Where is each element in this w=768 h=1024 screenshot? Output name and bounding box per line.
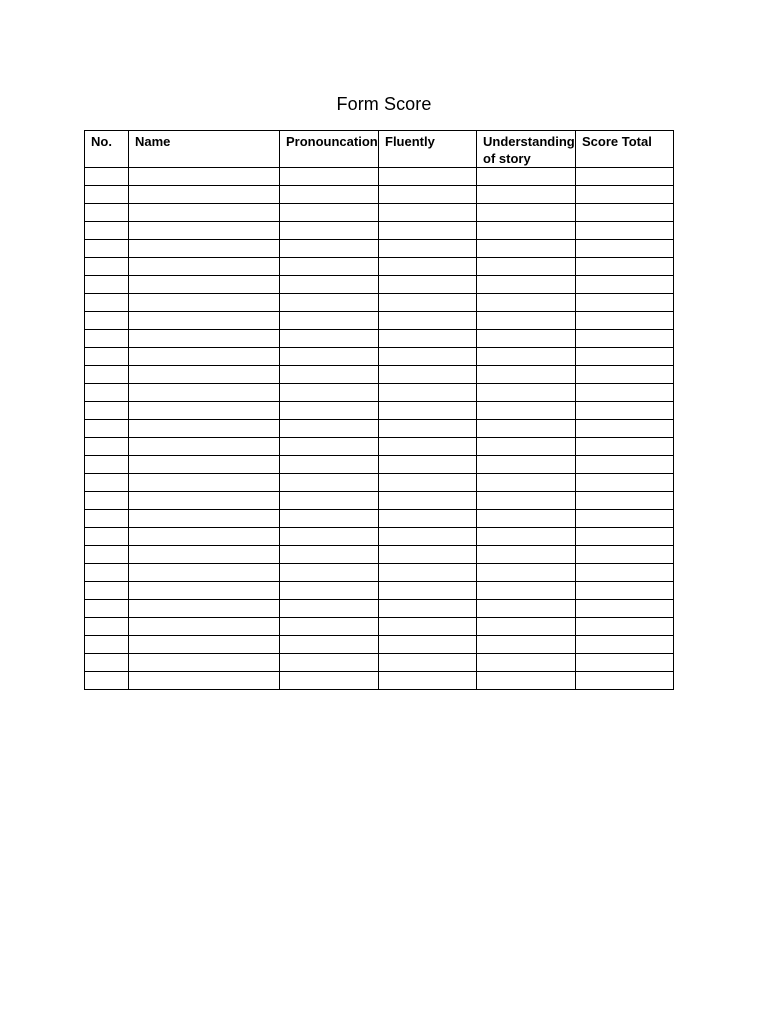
table-row <box>85 186 674 204</box>
cell-fluently <box>379 366 477 384</box>
cell-pronouncation <box>280 492 379 510</box>
table-row <box>85 474 674 492</box>
cell-fluently <box>379 258 477 276</box>
cell-fluently <box>379 582 477 600</box>
cell-understanding-of-story <box>477 654 576 672</box>
cell-score-total <box>576 240 674 258</box>
cell-name <box>129 456 280 474</box>
cell-fluently <box>379 294 477 312</box>
cell-understanding-of-story <box>477 546 576 564</box>
cell-pronouncation <box>280 258 379 276</box>
table-row <box>85 168 674 186</box>
cell-fluently <box>379 402 477 420</box>
cell-name <box>129 330 280 348</box>
cell-score-total <box>576 672 674 690</box>
table-row <box>85 420 674 438</box>
cell-name <box>129 492 280 510</box>
cell-no <box>85 366 129 384</box>
cell-score-total <box>576 456 674 474</box>
cell-pronouncation <box>280 348 379 366</box>
cell-fluently <box>379 672 477 690</box>
cell-pronouncation <box>280 420 379 438</box>
cell-no <box>85 600 129 618</box>
cell-no <box>85 474 129 492</box>
cell-understanding-of-story <box>477 510 576 528</box>
cell-pronouncation <box>280 600 379 618</box>
cell-pronouncation <box>280 366 379 384</box>
cell-score-total <box>576 294 674 312</box>
header-no: No. <box>85 131 129 168</box>
cell-fluently <box>379 186 477 204</box>
table-row <box>85 276 674 294</box>
cell-no <box>85 204 129 222</box>
table-row <box>85 330 674 348</box>
cell-understanding-of-story <box>477 600 576 618</box>
cell-fluently <box>379 168 477 186</box>
cell-no <box>85 492 129 510</box>
cell-name <box>129 474 280 492</box>
cell-pronouncation <box>280 240 379 258</box>
cell-score-total <box>576 564 674 582</box>
cell-fluently <box>379 420 477 438</box>
cell-pronouncation <box>280 546 379 564</box>
cell-pronouncation <box>280 402 379 420</box>
cell-score-total <box>576 600 674 618</box>
cell-no <box>85 546 129 564</box>
cell-name <box>129 384 280 402</box>
cell-score-total <box>576 186 674 204</box>
cell-pronouncation <box>280 654 379 672</box>
table-header-row <box>85 131 674 168</box>
cell-pronouncation <box>280 618 379 636</box>
cell-name <box>129 546 280 564</box>
cell-fluently <box>379 474 477 492</box>
cell-name <box>129 420 280 438</box>
cell-score-total <box>576 168 674 186</box>
cell-fluently <box>379 276 477 294</box>
cell-name <box>129 366 280 384</box>
cell-score-total <box>576 510 674 528</box>
cell-understanding-of-story <box>477 204 576 222</box>
cell-name <box>129 168 280 186</box>
cell-name <box>129 258 280 276</box>
cell-no <box>85 420 129 438</box>
cell-understanding-of-story <box>477 366 576 384</box>
cell-score-total <box>576 618 674 636</box>
cell-no <box>85 672 129 690</box>
table-row <box>85 492 674 510</box>
cell-name <box>129 600 280 618</box>
cell-no <box>85 528 129 546</box>
cell-score-total <box>576 474 674 492</box>
cell-fluently <box>379 204 477 222</box>
table-row <box>85 402 674 420</box>
header-fluently: Fluently <box>379 131 477 168</box>
cell-understanding-of-story <box>477 294 576 312</box>
cell-score-total <box>576 276 674 294</box>
cell-understanding-of-story <box>477 312 576 330</box>
table-row <box>85 636 674 654</box>
table-row <box>85 366 674 384</box>
cell-pronouncation <box>280 564 379 582</box>
table-row <box>85 546 674 564</box>
cell-understanding-of-story <box>477 528 576 546</box>
cell-name <box>129 276 280 294</box>
header-pronouncation: Pronouncation <box>280 131 379 168</box>
cell-score-total <box>576 348 674 366</box>
cell-name <box>129 618 280 636</box>
cell-no <box>85 312 129 330</box>
cell-understanding-of-story <box>477 474 576 492</box>
cell-score-total <box>576 366 674 384</box>
cell-fluently <box>379 600 477 618</box>
table-body <box>85 168 674 690</box>
table-row <box>85 456 674 474</box>
table-row <box>85 348 674 366</box>
cell-name <box>129 186 280 204</box>
cell-score-total <box>576 384 674 402</box>
cell-no <box>85 258 129 276</box>
cell-no <box>85 384 129 402</box>
cell-name <box>129 294 280 312</box>
table-row <box>85 312 674 330</box>
cell-score-total <box>576 528 674 546</box>
cell-pronouncation <box>280 276 379 294</box>
cell-understanding-of-story <box>477 168 576 186</box>
cell-no <box>85 456 129 474</box>
cell-pronouncation <box>280 438 379 456</box>
header-understanding-of-story: Understanding of story <box>477 131 576 168</box>
cell-no <box>85 168 129 186</box>
table-row <box>85 528 674 546</box>
cell-pronouncation <box>280 672 379 690</box>
cell-fluently <box>379 618 477 636</box>
cell-understanding-of-story <box>477 402 576 420</box>
cell-fluently <box>379 312 477 330</box>
header-name: Name <box>129 131 280 168</box>
cell-no <box>85 222 129 240</box>
cell-understanding-of-story <box>477 420 576 438</box>
cell-understanding-of-story <box>477 348 576 366</box>
cell-fluently <box>379 456 477 474</box>
cell-no <box>85 618 129 636</box>
table-row <box>85 438 674 456</box>
cell-pronouncation <box>280 528 379 546</box>
cell-no <box>85 240 129 258</box>
table-row <box>85 258 674 276</box>
cell-no <box>85 330 129 348</box>
cell-name <box>129 654 280 672</box>
cell-no <box>85 510 129 528</box>
cell-no <box>85 438 129 456</box>
cell-name <box>129 672 280 690</box>
cell-pronouncation <box>280 294 379 312</box>
cell-pronouncation <box>280 186 379 204</box>
cell-no <box>85 348 129 366</box>
cell-no <box>85 654 129 672</box>
cell-fluently <box>379 222 477 240</box>
cell-fluently <box>379 564 477 582</box>
page-title: Form Score <box>336 94 432 114</box>
cell-score-total <box>576 402 674 420</box>
cell-understanding-of-story <box>477 330 576 348</box>
cell-understanding-of-story <box>477 672 576 690</box>
table-row <box>85 582 674 600</box>
cell-understanding-of-story <box>477 258 576 276</box>
cell-no <box>85 582 129 600</box>
cell-fluently <box>379 528 477 546</box>
cell-pronouncation <box>280 312 379 330</box>
cell-name <box>129 222 280 240</box>
cell-fluently <box>379 492 477 510</box>
cell-understanding-of-story <box>477 636 576 654</box>
cell-score-total <box>576 492 674 510</box>
cell-name <box>129 312 280 330</box>
cell-score-total <box>576 438 674 456</box>
cell-name <box>129 348 280 366</box>
cell-name <box>129 528 280 546</box>
cell-fluently <box>379 348 477 366</box>
cell-score-total <box>576 420 674 438</box>
cell-no <box>85 402 129 420</box>
header-score-total: Score Total <box>576 131 674 168</box>
cell-score-total <box>576 312 674 330</box>
cell-pronouncation <box>280 456 379 474</box>
cell-no <box>85 294 129 312</box>
cell-score-total <box>576 330 674 348</box>
table-row <box>85 222 674 240</box>
cell-understanding-of-story <box>477 384 576 402</box>
cell-no <box>85 186 129 204</box>
cell-name <box>129 438 280 456</box>
cell-score-total <box>576 258 674 276</box>
cell-understanding-of-story <box>477 276 576 294</box>
cell-name <box>129 402 280 420</box>
cell-understanding-of-story <box>477 618 576 636</box>
cell-fluently <box>379 384 477 402</box>
cell-score-total <box>576 636 674 654</box>
cell-understanding-of-story <box>477 492 576 510</box>
cell-understanding-of-story <box>477 456 576 474</box>
table-row <box>85 294 674 312</box>
cell-score-total <box>576 654 674 672</box>
table-row <box>85 204 674 222</box>
cell-fluently <box>379 240 477 258</box>
cell-pronouncation <box>280 168 379 186</box>
cell-fluently <box>379 510 477 528</box>
cell-score-total <box>576 546 674 564</box>
cell-understanding-of-story <box>477 564 576 582</box>
cell-understanding-of-story <box>477 222 576 240</box>
cell-fluently <box>379 636 477 654</box>
cell-pronouncation <box>280 384 379 402</box>
table-row <box>85 618 674 636</box>
table-row <box>85 600 674 618</box>
cell-fluently <box>379 654 477 672</box>
cell-pronouncation <box>280 636 379 654</box>
cell-name <box>129 510 280 528</box>
cell-name <box>129 582 280 600</box>
cell-name <box>129 204 280 222</box>
cell-name <box>129 636 280 654</box>
cell-no <box>85 564 129 582</box>
cell-no <box>85 276 129 294</box>
table-row <box>85 384 674 402</box>
cell-fluently <box>379 546 477 564</box>
cell-no <box>85 636 129 654</box>
cell-score-total <box>576 582 674 600</box>
cell-pronouncation <box>280 474 379 492</box>
cell-pronouncation <box>280 510 379 528</box>
table-row <box>85 240 674 258</box>
cell-understanding-of-story <box>477 240 576 258</box>
cell-pronouncation <box>280 204 379 222</box>
cell-pronouncation <box>280 222 379 240</box>
table-row <box>85 672 674 690</box>
table-row <box>85 654 674 672</box>
cell-pronouncation <box>280 582 379 600</box>
table-row <box>85 510 674 528</box>
cell-score-total <box>576 222 674 240</box>
cell-fluently <box>379 330 477 348</box>
score-table <box>84 130 674 690</box>
cell-name <box>129 240 280 258</box>
cell-pronouncation <box>280 330 379 348</box>
table-row <box>85 564 674 582</box>
cell-name <box>129 564 280 582</box>
cell-fluently <box>379 438 477 456</box>
cell-understanding-of-story <box>477 186 576 204</box>
cell-understanding-of-story <box>477 582 576 600</box>
cell-understanding-of-story <box>477 438 576 456</box>
cell-score-total <box>576 204 674 222</box>
